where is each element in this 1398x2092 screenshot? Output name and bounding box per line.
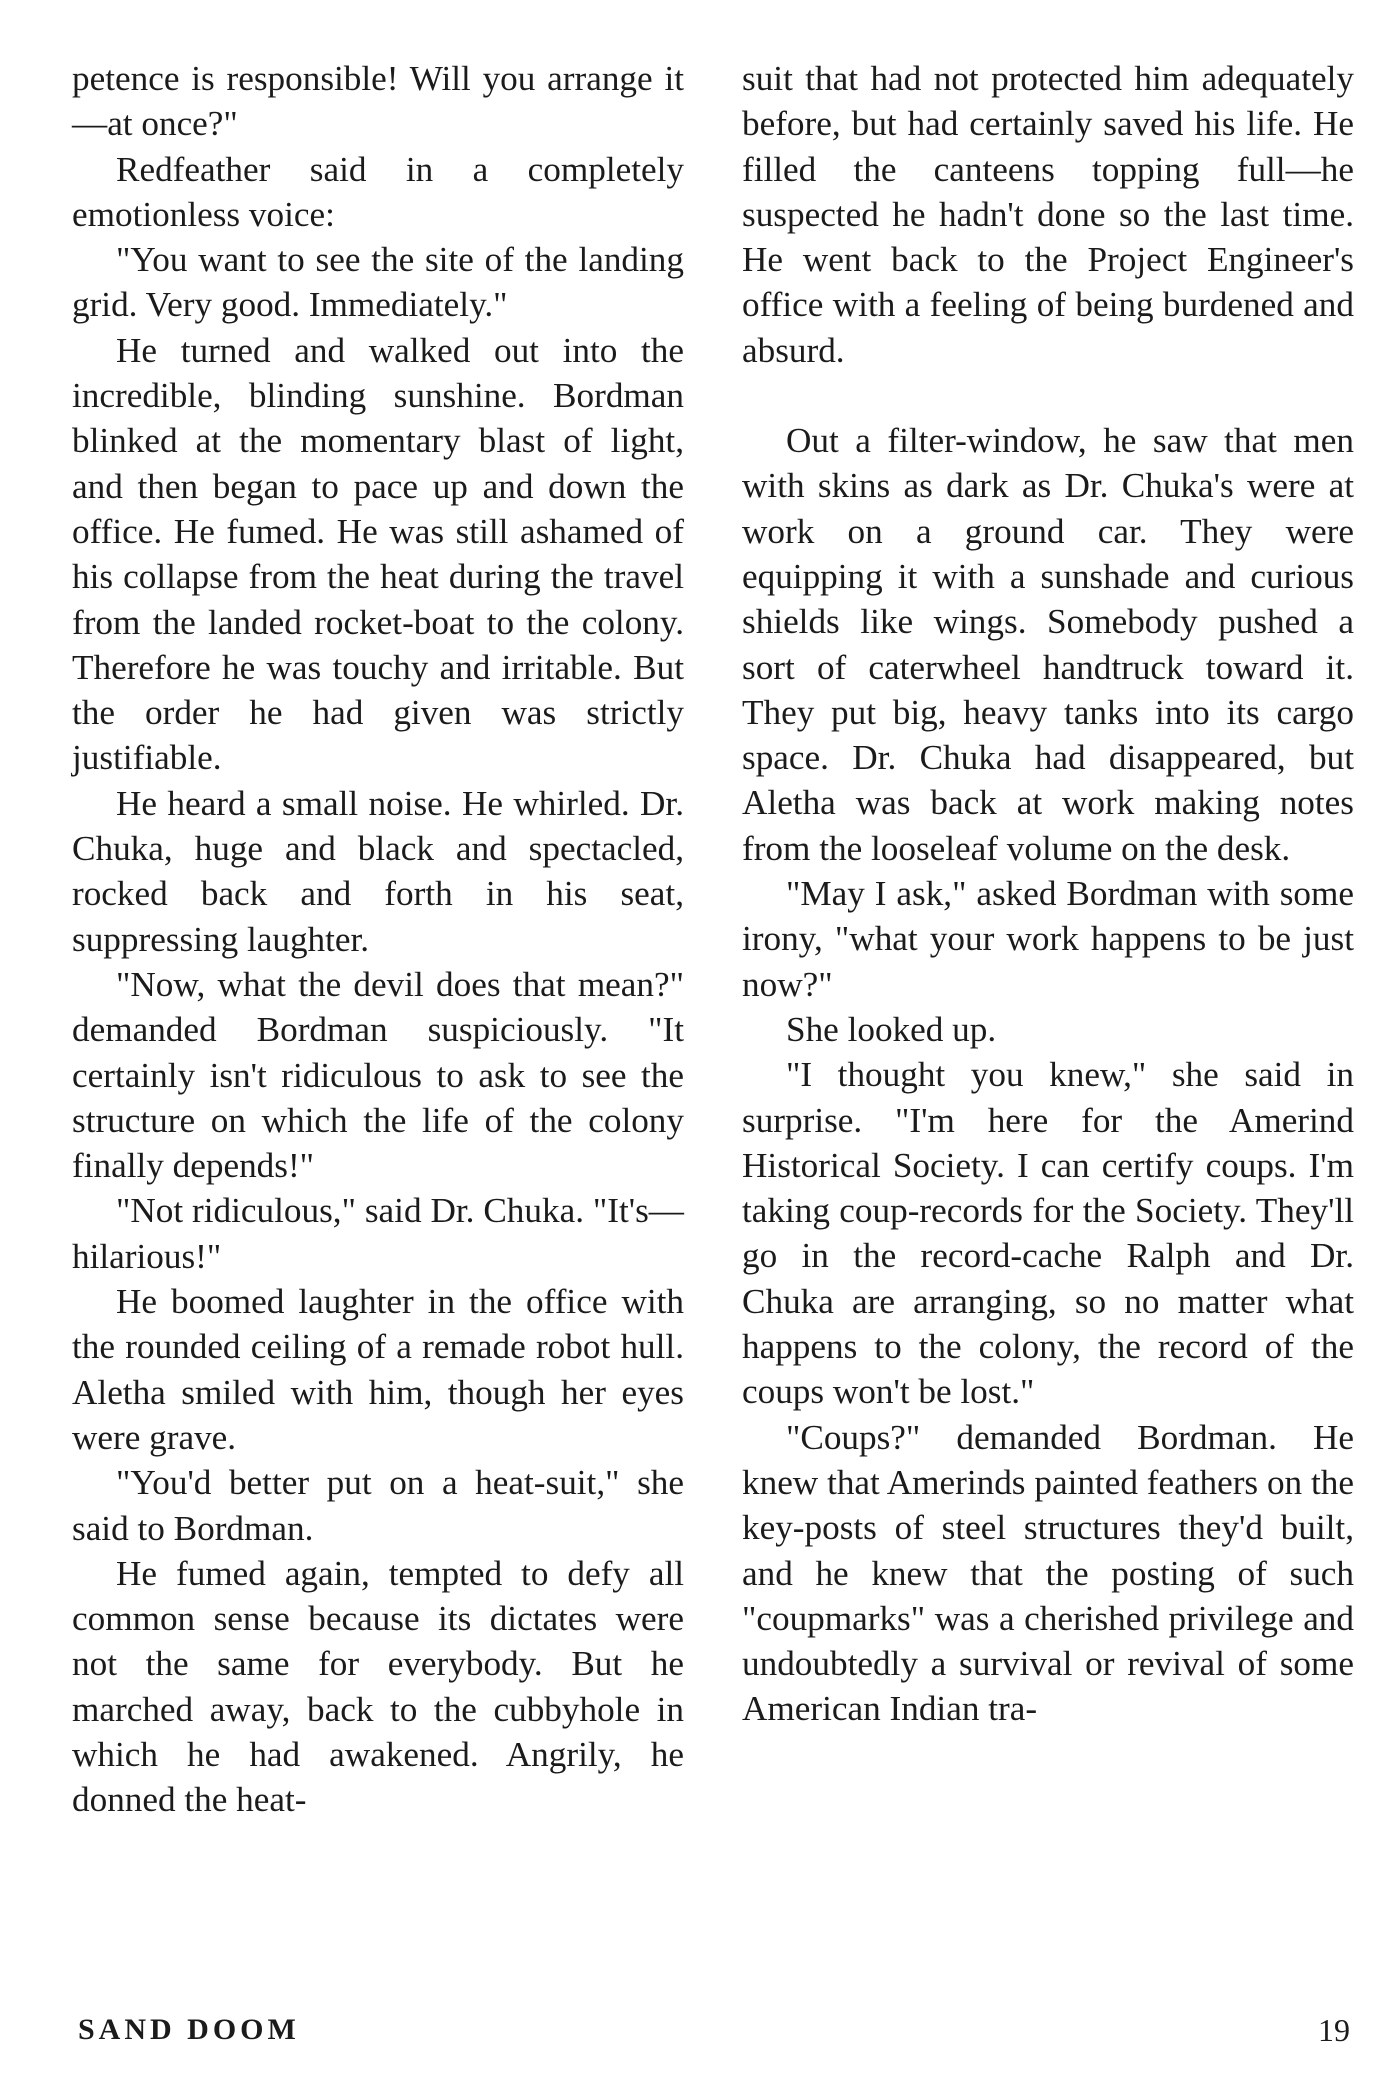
paragraph: "I thought you knew," she said in surprise. "I'm here for the Amerind Historical Society. I can certify coups. I'm taking coup-records for the Society. They'll go in the record-cache Ralph and Dr. Chuka are arranging, so no matter what happens to the colony, the record of the coups won't be lost." [742, 1055, 1354, 1412]
paragraph: "May I ask," asked Bordman with some irony, "what your work happens to be just now?" [742, 874, 1354, 1004]
paragraph: "Now, what the devil does that mean?" demanded Bordman suspiciously. "It certainly isn't ridiculous to ask to see the structure on which the life of the colony finally depends!" [72, 964, 684, 1186]
paragraph: "You want to see the site of the landing grid. Very good. Immediately." [72, 240, 684, 325]
paragraph: Out a filter-window, he saw that men with skins as dark as Dr. Chuka's were at work on a ground car. They were equipping it with a sunshade and curious shields like wings. Somebody pushed a sort of caterwheel handtruck toward it. They put big, heavy tanks into its cargo space. Dr. Chuka had disappeared, but Aletha was back at work making notes from the looseleaf volume on the desk. [742, 421, 1354, 868]
paragraph: She looked up. [786, 1009, 997, 1049]
paragraph: He heard a small noise. He whirled. Dr. Chuka, huge and black and spectacled, rocked back and forth in his seat, suppressing laughter. [72, 783, 684, 959]
paragraph: He fumed again, tempted to defy all common sense because its dictates were not the same for everybody. But he marched away, back to the cubbyhole in which he had awakened. Angrily, he donned the heat- [72, 1553, 684, 1820]
paragraph: "Coups?" demanded Bordman. He knew that Amerinds painted feathers on the key-posts of steel structures they'd built, and he knew that the posting of such "coupmarks" was a cherished privilege and undoubtedly a survival or revival of some American Indian tra- [742, 1417, 1354, 1729]
paragraph: He boomed laughter in the office with the rounded ceiling of a remade robot hull. Aletha smiled with him, though her eyes were grave. [72, 1282, 684, 1457]
running-title: SAND DOOM [78, 2013, 300, 2046]
page-number: 19 [1318, 2012, 1350, 2048]
left-column [72, 56, 684, 1823]
paragraph: suit that had not protected him adequately before, but had certainly saved his life. He filled the canteens topping full—he suspected he hadn't done so the last time. He went back to the Project Engineer's office with a feeling of being burdened and absurd. [742, 59, 1354, 370]
paragraph: Redfeather said in a completely emotionless voice: [72, 149, 684, 234]
paragraph: "Not ridiculous," said Dr. Chuka. "It's—hilarious!" [72, 1191, 684, 1276]
paragraph: "You'd better put on a heat-suit," she said to Bordman. [72, 1463, 684, 1548]
paragraph: petence is responsible! Will you arrange it—at once?" [72, 59, 684, 144]
right-column [742, 56, 1354, 1732]
paragraph: He turned and walked out into the incredible, blinding sunshine. Bordman blinked at the momentary blast of light, and then began to pace up and down the office. He fumed. He was still ashamed of his collapse from the heat during the travel from the landed rocket-boat to the colony. Therefore he was touchy and irritable. But the order he had given was strictly justifiable. [72, 330, 684, 778]
